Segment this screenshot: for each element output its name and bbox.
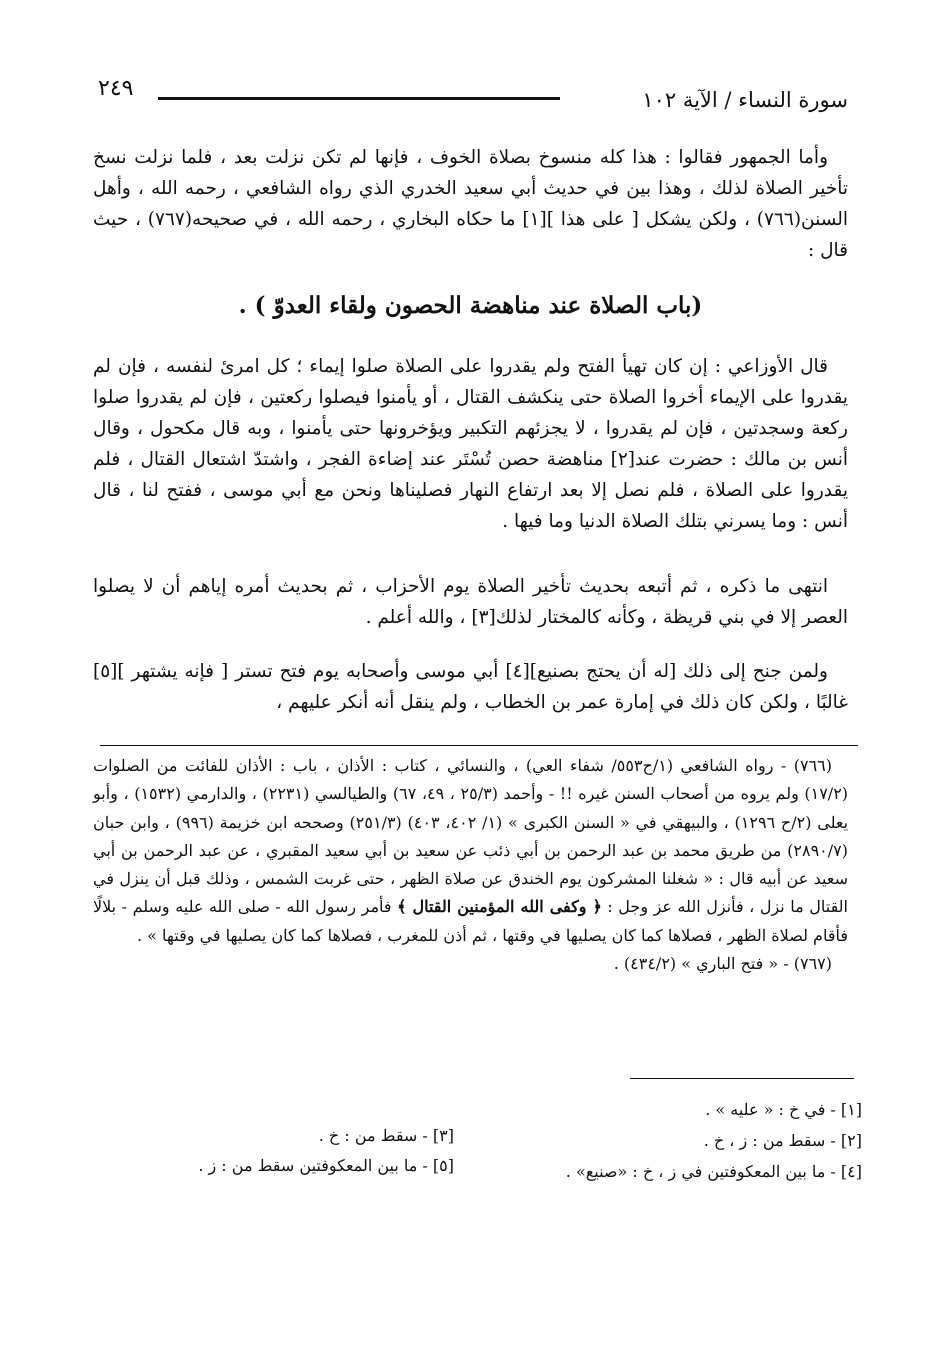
paragraph-text: ولمن جنح إلى ذلك [له أن يحتج بصنيع][٤] أبي موسى وأصحابه يوم فتح تستر [ فإنه يشتهر ][٥] غالبًا ، ولكن كان ذلك في إمارة عمر بن الخطاب ، ولم ينقل أنه أنكر عليهم ،: [93, 661, 848, 713]
footnote-766: [93, 752, 848, 950]
footnote-767: (٧٦٧) - « فتح الباري » (٤٣٤/٢) .: [613, 954, 832, 974]
footnote-separator: [100, 745, 858, 746]
chapter-heading: (باب الصلاة عند مناهضة الحصون ولقاء العدوّ ) .: [238, 292, 703, 319]
header-rule: [158, 97, 560, 100]
variant-notes-separator: [630, 1078, 854, 1079]
variant-note-2: [٢] - سقط من : ز ، خ .: [703, 1131, 862, 1150]
paragraph-text: وأما الجمهور فقالوا : هذا كله منسوخ بصلاة الخوف ، فإنها لم تكن نزلت بعد ، فلما نزلت نسخ تأخير الصلاة لذلك ، وهذا بين في حديث أبي سعيد الخدري الذي رواه الشافعي ، رحمه الله ، وأهل السنن(٧٦٦) ، ولكن يشكل [ على هذا ][١] ما حكاه البخاري ، رحمه الله ، في صحيحه(٧٦٧) ، حيث قال :: [93, 147, 849, 261]
paragraph-text: قال الأوزاعي : إن كان تهيأ الفتح ولم يقدروا على الصلاة صلوا إيماء ؛ كل امرئ لنفسه ، فإن لم يقدروا على الإيماء أخروا الصلاة حتى ينكشف القتال ، أو يأمنوا فيصلوا ركعتين ، فإن لم يقدروا صلوا ركعة وسجدتين ، فإن لم يقدروا ، لا يجزئهم التكبير ويؤخرونها حتى يأمنوا ، وبه قال مكحول ، وقال أنس بن مالك : حضرت عند[٢] مناهضة حصن تُسْتَر عند إضاءة الفجر ، واشتدّ اشتعال القتال ، فلم يقدروا على الصلاة ، فلم نصل إلا بعد ارتفاع النهار فصليناها ونحن مع أبي موسى ، ففتح لنا ، قال أنس : وما يسرني بتلك الصلاة الدنيا وما فيها .: [93, 356, 848, 532]
page-number: ٢٤٩: [98, 76, 134, 101]
footnotes: [93, 752, 848, 978]
body-paragraph-2: [93, 351, 848, 537]
body-paragraph-4: [93, 656, 848, 718]
running-header-title: سورة النساء / الآية ١٠٢: [642, 88, 848, 112]
body-paragraph-1: [93, 142, 848, 266]
body-paragraph-3: [93, 571, 848, 633]
variant-note-3: [٣] - سقط من : خ .: [318, 1126, 454, 1145]
variant-note-5: [٥] - ما بين المعكوفتين سقط من : ز .: [198, 1156, 454, 1175]
paragraph-text: انتهى ما ذكره ، ثم أتبعه بحديث تأخير الصلاة يوم الأحزاب ، ثم بحديث أمره إياهم أن لا يصلوا العصر إلا في بني قريظة ، وكأنه كالمختار لذلك[٣] ، والله أعلم .: [93, 576, 848, 628]
footnote-766-text: (٧٦٦) - رواه الشافعي (١/ح٥٥٣/ شفاء العي) ، والنسائي ، كتاب : الأذان ، باب : الأذان للفائت من الصلوات (١٧/٢) ولم يروه من أصحاب السنن غيره !! - وأحمد (٢٥/٣ ، ٤٩، ٦٧) والطيالسي (٢٢٣١) ، والدارمي (١٥٣٢) ، وأبو يعلى (٢/ح ١٢٩٦) ، والبيهقي في « السنن الكبرى » (١/ ٤٠٢، ٤٠٣) (٢٥١/٣) وصححه ابن خزيمة (٩٩٦) ، وابن حبان (٢٨٩٠/٧) من طريق محمد بن عبد الرحمن بن أبي ذئب عن سعيد بن أبي سعيد المقبري ، عن عبد الرحمن بن أبي سعيد عن أبيه قال : « شغلنا المشركون يوم الخندق عن صلاة الظهر ، حتى غربت الشمس ، وذلك قبل أن ينزل في القتال ما نزل ، فأنزل الله عز وجل :: [93, 756, 849, 917]
variant-note-1: [١] - في خ : « عليه » .: [705, 1100, 862, 1119]
variant-note-4: [٤] - ما بين المعكوفتين في ز ، خ : «صنيع» .: [565, 1162, 862, 1181]
quran-quote: ﴿ وكفى الله المؤمنين القتال ﴾: [397, 897, 602, 917]
footnote-766-text-cont: فأمر رسول الله - صلى الله عليه وسلم - بلالًا فأقام لصلاة الظهر ، فصلاها كما كان يصليها في وقتها ، ثم أذن للمغرب ، فصلاها كما كان يصليها في وقتها » .: [93, 897, 848, 945]
